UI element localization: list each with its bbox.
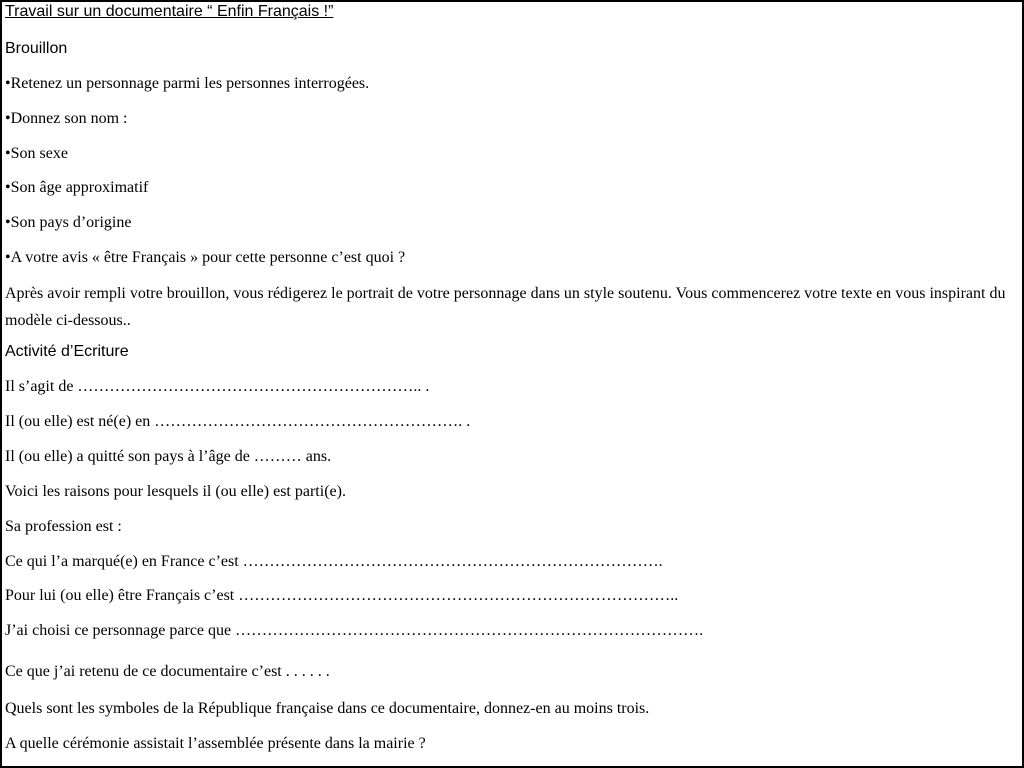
question-line: Quels sont les symboles de la République française dans ce documentaire, donnez-en au moins trois. (5, 700, 650, 717)
writing-line: Il (ou elle) a quitté son pays à l’âge de ……… ans. (5, 448, 332, 465)
draft-item: •Son âge approximatif (5, 179, 149, 196)
draft-item: •Son sexe (5, 145, 68, 162)
question-line: A quelle cérémonie assistait l’assemblée présente dans la mairie ? (5, 735, 426, 752)
page-title: Travail sur un documentaire “ Enfin Français !” (5, 3, 334, 20)
draft-item: •Retenez un personnage parmi les personnes interrogées. (5, 75, 370, 92)
writing-line: Il (ou elle) est né(e) en …………………………………………………. . (5, 413, 471, 430)
section-heading-draft: Brouillon (5, 40, 68, 57)
section-heading-writing: Activité d’Ecriture (5, 343, 129, 360)
writing-line: J’ai choisi ce personnage parce que ……………………………………………………………………………. (5, 622, 704, 639)
writing-line: Pour lui (ou elle) être Français c’est ……………………………………………………………………….. (5, 587, 679, 604)
writing-line: Sa profession est : (5, 518, 122, 535)
draft-item: •Donnez son nom : (5, 110, 128, 127)
draft-item: •Son pays d’origine (5, 214, 132, 231)
writing-line: Voici les raisons pour lesquels il (ou elle) est parti(e). (5, 483, 346, 500)
writing-line: Ce qui l’a marqué(e) en France c’est ……………………………………………………………………. (5, 553, 663, 570)
draft-item: •A votre avis « être Français » pour cette personne c’est quoi ? (5, 249, 406, 266)
question-line: Ce que j’ai retenu de ce documentaire c’est . . . . . . (5, 663, 330, 680)
instructions-paragraph: Après avoir rempli votre brouillon, vous rédigerez le portrait de votre personnage dans un style soutenu. Vous commencerez votre texte en vous inspirant du modèle ci-dessous.. (5, 285, 1006, 329)
writing-line: Il s’agit de ……………………………………………………….. . (5, 378, 430, 395)
